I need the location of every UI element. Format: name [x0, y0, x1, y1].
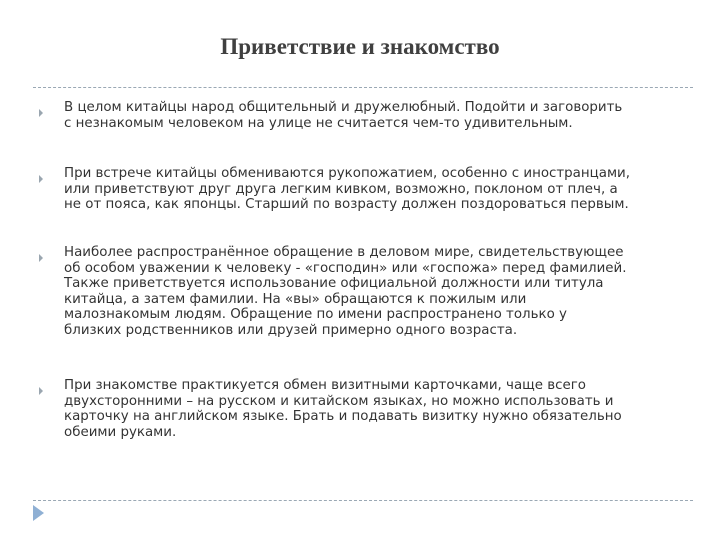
bullet-arrow-icon — [33, 248, 43, 258]
bullet-arrow-icon — [33, 169, 43, 179]
paragraph-line: карточку на английском языке. Брать и подавать визитку нужно обязательно — [64, 409, 622, 424]
slide-title: Приветствие и знакомство — [220, 34, 500, 59]
paragraph-line: В целом китайцы народ общительный и дружелюбный. Подойти и заговорить — [64, 100, 623, 115]
paragraph-line: не от пояса, как японцы. Старший по возрасту должен поздороваться первым. — [64, 197, 629, 212]
paragraph-line: Также приветствуется использование официальной должности или титула — [64, 276, 604, 291]
paragraph-line: с незнакомым человеком на улице не считается чем-то удивительным. — [64, 115, 573, 131]
paragraph-line: близких родственников или друзей примерно одного возраста. — [64, 322, 518, 338]
top-divider — [33, 87, 693, 88]
bullet-arrow-icon — [33, 381, 43, 391]
bottom-divider — [33, 500, 693, 501]
paragraph-line: Наиболее распространённое обращение в деловом мире, свидетельствующее — [64, 245, 624, 260]
paragraph-line: или приветствуют друг друга легким кивком, возможно, поклоном от плеч, а — [64, 181, 618, 197]
bullet-paragraph — [64, 245, 704, 338]
paragraph-line: При встрече китайцы обмениваются рукопожатием, особенно с иностранцами, — [64, 166, 631, 181]
bullet-paragraph — [64, 378, 704, 440]
bullet-paragraph — [64, 100, 704, 131]
paragraph-line: об особом уважении к человеку - «господин» или «госпожа» перед фамилией. — [64, 260, 627, 276]
paragraph-line: малознакомым людям. Обращение по имени распространено только у — [64, 307, 567, 322]
paragraph-line: При знакомстве практикуется обмен визитными карточками, чаще всего — [64, 378, 586, 393]
bullet-arrow-icon — [33, 103, 43, 113]
bullet-paragraph — [64, 166, 704, 213]
corner-triangle-icon — [33, 505, 44, 521]
paragraph-line: двухсторонними – на русском и китайском языках, но можно использовать и — [64, 393, 614, 409]
paragraph-line: китайца, а затем фамилии. На «вы» обращаются к пожилым или — [64, 291, 527, 307]
paragraph-line: обеими руками. — [64, 424, 177, 440]
